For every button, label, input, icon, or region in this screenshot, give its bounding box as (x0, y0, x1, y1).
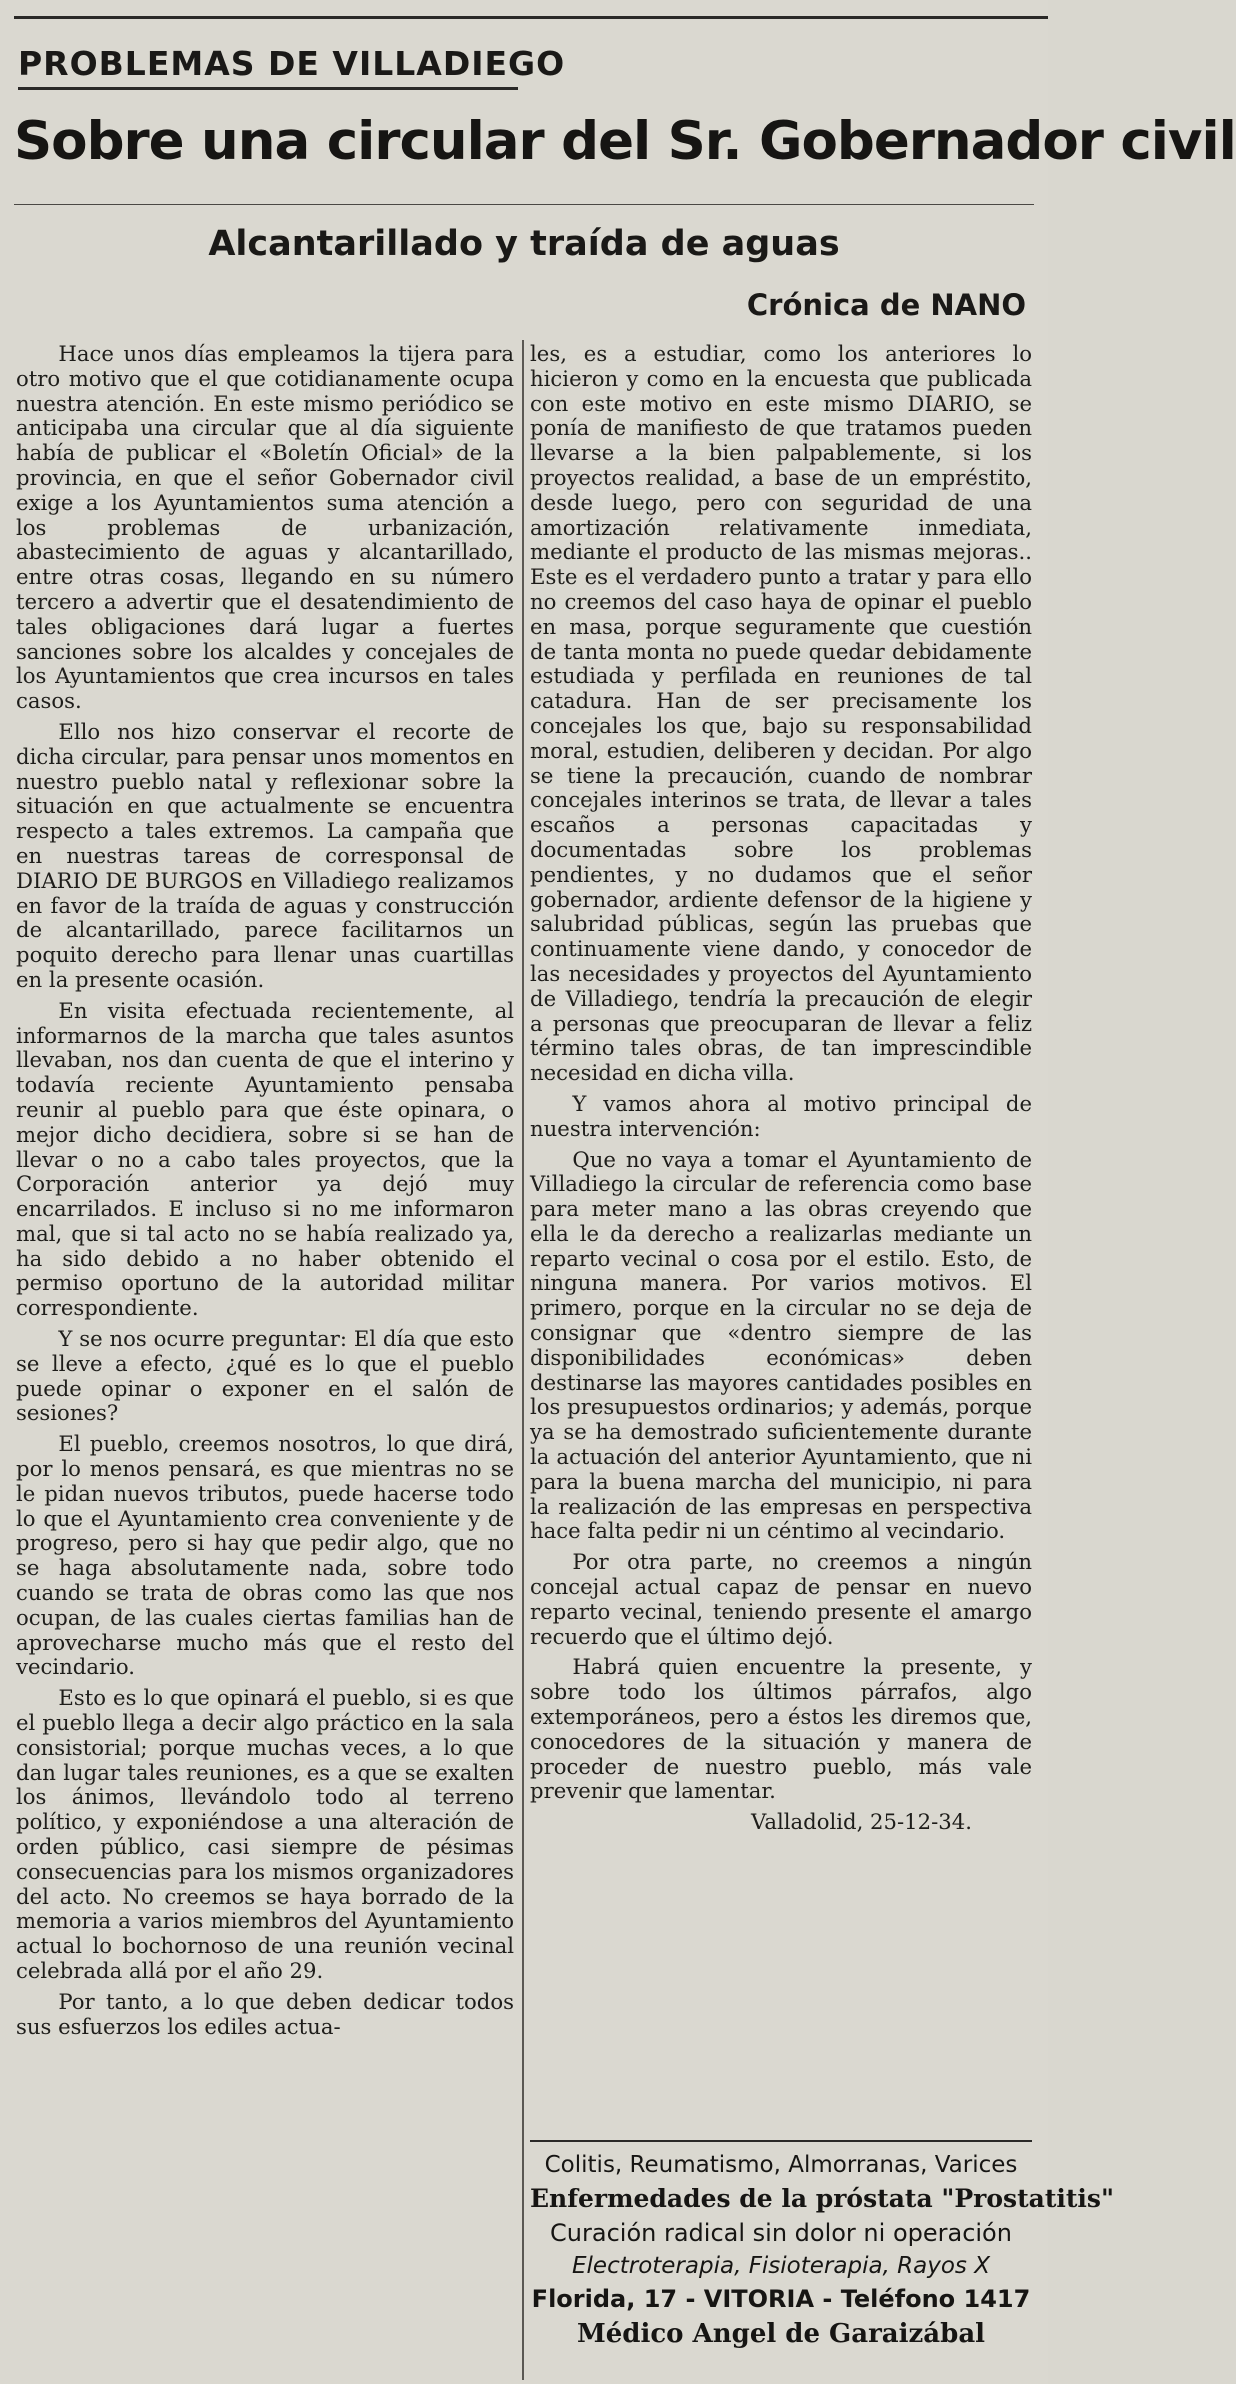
ad-doctor: Médico Angel de Garaizábal (576, 2319, 986, 2349)
ad-prostate: Enfermedades de la próstata "Prostatitis" (530, 2184, 1115, 2213)
dateline: Valladolid, 25-12-34. (750, 1809, 972, 1835)
byline: Crónica de NANO (746, 288, 1026, 322)
section-heading: PROBLEMAS DE VILLADIEGO (18, 44, 518, 90)
paragraph: les, es a estudiar, como los anteriores lo hicieron y como en la encuesta que publicada con este motivo en este mismo DIARIO, se ponía de manifiesto de que tratamos pueden llevarse a la bien palpablemente, si los proyectos realidad, a base de un empréstito, desde luego, pero con seguridad de una amortización relativamente inmediata, mediante el producto de las mismas mejoras.. Este es el verdadero punto a tratar y para ello no creemos del caso haya de opinar el pueblo en masa, porque seguramente que cuestión de tanta monta no puede quedar debidamente estudiada y perfilada en reuniones de tal catadura. Han de ser precisamente los concejales los que, bajo su responsabilidad moral, estudien, deliberen y decidan. Por algo se tiene la precaución, cuando de nombrar concejales interinos se trata, de llevar a tales escaños a personas capacitadas y documentadas sobre los problemas pendientes, y no dudamos que el señor gobernador, ardiente defensor de la higiene y salubridad públicas, según las pruebas que continuamente viene dando, y conocedor de las necesidades y proyectos del Ayuntamiento de Villadiego, tendría la precaución de elegir a personas que preocuparan de llevar a feliz término tales obras, de tan imprescindible necesidad en dicha villa. (530, 341, 1032, 1086)
paragraph: Por tanto, a lo que deben dedicar todos sus esfuerzos los ediles actua- (16, 1988, 514, 2039)
ad-conditions: Colitis, Reumatismo, Almorranas, Varices (544, 2152, 1018, 2178)
headline-rule (14, 204, 1034, 205)
headline: Sobre una circular del Sr. Gobernador civil (14, 111, 1236, 172)
advertisement-box (530, 2140, 1115, 2376)
paragraph: Y se nos ocurre preguntar: El día que esto se lleve a efecto, ¿qué es lo que el pueblo puede opinar o exponer en el salón de sesiones? (16, 1326, 514, 1426)
top-rule (14, 16, 1048, 19)
paragraph: Habrá quien encuentre la presente, y sobre todo los últimos párrafos, algo extemporáneos, pero a éstos les diremos que, conocedores de la situación y manera de proceder de nuestro pueblo, más vale prevenir que lamentar. (530, 1654, 1032, 1804)
subheadline: Alcantarillado y traída de aguas (208, 224, 840, 264)
article-column-left (16, 342, 518, 2378)
column-divider (522, 340, 524, 2380)
article-column-right (530, 342, 1032, 2112)
paragraph: Y vamos ahora al motivo principal de nuestra intervención: (530, 1090, 1032, 1141)
paragraph: Hace unos días empleamos la tijera para otro motivo que el que cotidianamente ocupa nuestra atención. En este mismo periódico se anticipaba una circular que al día siguiente había de publicar el «Boletín Oficial» de la provincia, en que el señor Gobernador civil exige a los Ayuntamientos suma atención a los problemas de urbanización, abastecimiento de aguas y alcantarillado, entre otras cosas, llegando en su número tercero a advertir que el desatendimiento de tales obligaciones dará lugar a fuertes sanciones sobre los alcaldes y concejales de los Ayuntamientos que crea incursos en tales casos. (16, 341, 514, 714)
paragraph: El pueblo, creemos nosotros, lo que dirá, por lo menos pensará, es que mientras no se le pidan nuevos tributos, puede hacerse todo lo que el Ayuntamiento crea conveniente y de progreso, pero si hay que pedir algo, que no se haga absolutamente nada, sobre todo cuando se trata de obras como las que nos ocupan, de las cuales ciertas familias han de aprovecharse mucho más que el resto del vecindario. (16, 1431, 514, 1680)
paragraph: Que no vaya a tomar el Ayuntamiento de Villadiego la circular de referencia como base para meter mano a las obras creyendo que ella le da derecho a realizarlas mediante un reparto vecinal o cosa por el estilo. Esto, de ninguna manera. Por varios motivos. El primero, porque en la circular no se deja de consignar que «dentro siempre de las disponibilidades económicas» deben destinarse las mayores cantidades posibles en los presupuestos ordinarios; y además, porque ya se ha demostrado suficientemente durante la actuación del anterior Ayuntamiento, que ni para la buena marcha del municipio, ni para la realización de las empresas en perspectiva hace falta pedir ni un céntimo al vecindario. (530, 1146, 1032, 1544)
paragraph: Ello nos hizo conservar el recorte de dicha circular, para pensar unos momentos en nuestro pueblo natal y reflexionar sobre la situación en que actualmente se encuentra respecto a tales extremos. La campaña que en nuestras tareas de corresponsal de DIARIO DE BURGOS en Villadiego realizamos en favor de la traída de aguas y construcción de alcantarillado, parece facilitarnos un poquito derecho para llenar unas cuartillas en la presente ocasión. (16, 718, 514, 992)
ad-therapies: Electroterapia, Fisioterapia, Rayos X (572, 2253, 990, 2279)
paragraph: Por otra parte, no creemos a ningún concejal actual capaz de pensar en nuevo reparto vecinal, teniendo presente el amargo recuerdo que el último dejó. (530, 1549, 1032, 1649)
ad-address: Florida, 17 - VITORIA - Teléfono 1417 (531, 2285, 1031, 2313)
paragraph: En visita efectuada recientemente, al informarnos de la marcha que tales asuntos llevaban, nos dan cuenta de que el interino y todavía reciente Ayuntamiento pensaba reunir al pueblo para que éste opinara, o mejor dicho decidiera, sobre si se han de llevar o no a cabo tales proyectos, que la Corporación anterior ya dejó muy encarrilados. E incluso si no me informaron mal, que si tal acto no se había realizado ya, ha sido debido a no haber obtenido el permiso oportuno de la autoridad militar correspondiente. (16, 997, 514, 1321)
paragraph: Esto es lo que opinará el pueblo, si es que el pueblo llega a decir algo práctico en la sala consistorial; porque muchas veces, a lo que dan lugar tales reuniones, es a que se exalten los ánimos, llevándolo todo al terreno político, y exponiéndose a una alteración de orden público, casi siempre de pésimas consecuencias para los mismos organizadores del acto. No creemos se haya borrado de la memoria a varios miembros del Ayuntamiento actual lo bochornoso de una reunión vecinal celebrada allá por el año 29. (16, 1685, 514, 1983)
ad-cure: Curación radical sin dolor ni operación (550, 2219, 1012, 2247)
